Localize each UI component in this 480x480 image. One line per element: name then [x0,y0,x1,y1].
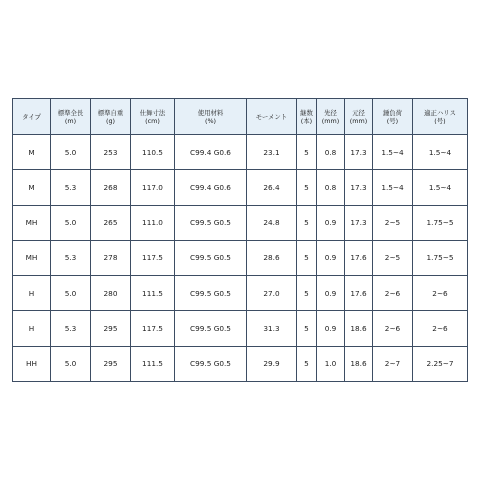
cell-moment: 27.0 [247,276,297,311]
cell-weight: 265 [91,205,131,240]
cell-type: M [13,135,51,170]
cell-butt-diameter: 18.6 [345,311,373,346]
cell-sinker-load: 2~7 [373,346,413,381]
cell-material: C99.5 G0.5 [175,346,247,381]
cell-butt-diameter: 17.3 [345,135,373,170]
table-body [13,135,468,382]
header-leader [413,99,468,135]
header-label: 仕舞寸法 [139,108,166,117]
header-label: 標準自重 [97,108,124,117]
header-unit: (本) [300,116,313,125]
header-unit: (m) [64,116,77,125]
cell-moment: 28.6 [247,240,297,275]
cell-moment: 26.4 [247,170,297,205]
cell-closed-length: 111.5 [131,346,175,381]
table-row [13,240,468,275]
cell-leader: 1.5~4 [413,170,468,205]
header-weight [91,99,131,135]
header-sinker-load [373,99,413,135]
cell-sinker-load: 2~5 [373,240,413,275]
cell-type: MH [13,240,51,275]
header-label: 錘負荷 [382,108,403,117]
cell-length: 5.3 [51,311,91,346]
header-unit: (mm) [349,116,368,125]
cell-length: 5.3 [51,240,91,275]
cell-butt-diameter: 17.6 [345,240,373,275]
header-label: 先径 [324,108,337,117]
cell-weight: 295 [91,311,131,346]
cell-tip-diameter: 0.9 [317,311,345,346]
cell-length: 5.0 [51,205,91,240]
cell-sections: 5 [297,311,317,346]
cell-leader: 2~6 [413,311,468,346]
cell-type: H [13,311,51,346]
cell-weight: 253 [91,135,131,170]
cell-butt-diameter: 17.3 [345,170,373,205]
cell-leader: 1.75~5 [413,205,468,240]
table-row [13,135,468,170]
header-material [175,99,247,135]
table-header [13,99,468,135]
table-row [13,276,468,311]
cell-sections: 5 [297,346,317,381]
cell-sinker-load: 2~6 [373,276,413,311]
header-label: 使用材料 [197,108,224,117]
cell-material: C99.5 G0.5 [175,276,247,311]
cell-tip-diameter: 1.0 [317,346,345,381]
cell-sinker-load: 1.5~4 [373,170,413,205]
cell-length: 5.0 [51,135,91,170]
header-unit: (g) [105,116,116,125]
cell-type: HH [13,346,51,381]
cell-weight: 268 [91,170,131,205]
cell-length: 5.3 [51,170,91,205]
cell-butt-diameter: 17.6 [345,276,373,311]
cell-sinker-load: 2~6 [373,311,413,346]
cell-tip-diameter: 0.9 [317,205,345,240]
cell-leader: 2~6 [413,276,468,311]
cell-type: MH [13,205,51,240]
header-tip-diameter [317,99,345,135]
cell-butt-diameter: 18.6 [345,346,373,381]
cell-weight: 295 [91,346,131,381]
cell-tip-diameter: 0.9 [317,276,345,311]
cell-moment: 31.3 [247,311,297,346]
cell-sections: 5 [297,205,317,240]
header-unit: (号) [434,116,446,125]
cell-type: H [13,276,51,311]
cell-material: C99.4 G0.6 [175,170,247,205]
cell-material: C99.5 G0.5 [175,205,247,240]
cell-leader: 2.25~7 [413,346,468,381]
header-moment [247,99,297,135]
header-unit: (mm) [321,116,340,125]
header-closed-length [131,99,175,135]
header-label: 継数 [300,108,313,117]
cell-moment: 24.8 [247,205,297,240]
cell-butt-diameter: 17.3 [345,205,373,240]
header-label: タイプ [22,112,41,121]
header-unit: (号) [386,116,399,125]
cell-closed-length: 110.5 [131,135,175,170]
header-length [51,99,91,135]
header-butt-diameter [345,99,373,135]
cell-weight: 280 [91,276,131,311]
cell-tip-diameter: 0.9 [317,240,345,275]
table-row [13,311,468,346]
cell-closed-length: 111.5 [131,276,175,311]
table-row [13,205,468,240]
header-sections [297,99,317,135]
header-unit: (%) [204,116,217,125]
cell-closed-length: 111.0 [131,205,175,240]
cell-sections: 5 [297,170,317,205]
cell-moment: 23.1 [247,135,297,170]
cell-sections: 5 [297,240,317,275]
cell-type: M [13,170,51,205]
header-row [13,99,468,135]
cell-sinker-load: 1.5~4 [373,135,413,170]
cell-leader: 1.75~5 [413,240,468,275]
cell-material: C99.5 G0.5 [175,240,247,275]
cell-material: C99.4 G0.6 [175,135,247,170]
table-row [13,170,468,205]
header-type [13,99,51,135]
cell-moment: 29.9 [247,346,297,381]
cell-material: C99.5 G0.5 [175,311,247,346]
cell-leader: 1.5~4 [413,135,468,170]
cell-weight: 278 [91,240,131,275]
cell-tip-diameter: 0.8 [317,170,345,205]
spec-table [12,98,468,382]
header-label: 標準全長 [57,108,84,117]
cell-length: 5.0 [51,276,91,311]
header-label: モーメント [255,112,288,121]
cell-sections: 5 [297,135,317,170]
header-label: 適正ハリス [424,108,456,117]
table-row [13,346,468,381]
cell-tip-diameter: 0.8 [317,135,345,170]
cell-closed-length: 117.5 [131,240,175,275]
cell-sinker-load: 2~5 [373,205,413,240]
cell-closed-length: 117.5 [131,311,175,346]
header-label: 元径 [352,108,365,117]
cell-closed-length: 117.0 [131,170,175,205]
cell-sections: 5 [297,276,317,311]
cell-length: 5.0 [51,346,91,381]
header-unit: (cm) [145,116,160,125]
